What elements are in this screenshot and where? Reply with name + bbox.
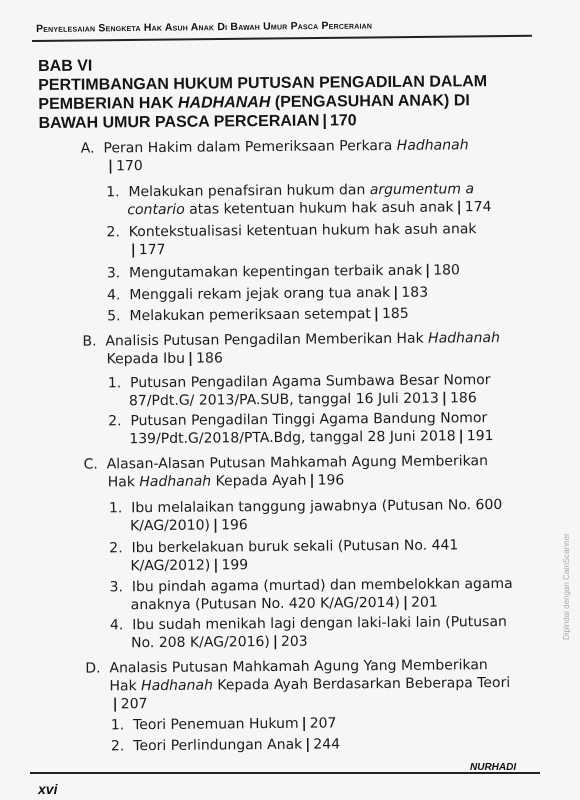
toc-item-a1-cont: contario atas ketentuan hukum hak asuh anak | 174 [127, 199, 492, 219]
section-d-title-cont: Hak Hadhanah Kepada Ayah Berdasarkan Beberapa Teori [109, 674, 511, 695]
toc-item-a4: 4. Menggali rekam jejak orang tua anak | 183 [106, 284, 429, 304]
chapter-title-line1: PERTIMBANGAN HUKUM PUTUSAN PENGADILAN DALAM [38, 73, 488, 95]
section-b-title-cont: Kepada Ibu | 186 [106, 350, 223, 368]
section-c-title: C. Alasan-Alasan Putusan Mahkamah Agung Memberikan [83, 453, 488, 473]
section-d-title: D. Analasis Putusan Mahkamah Agung Yang Memberikan [85, 657, 488, 677]
chapter-heading [38, 53, 539, 133]
toc-item-c1-cont: K/AG/2010) | 196 [130, 517, 248, 535]
toc-item-b2: 2. Putusan Pengadilan Tinggi Agama Bandung Nomor [108, 410, 488, 430]
chapter-title-line3: BAWAH UMUR PASCA PERCERAIAN | 170 [38, 112, 357, 133]
scanner-watermark: Dipindai dengan CamScanner [562, 533, 571, 640]
running-header: Penyelesaian Sengketa Hak Asuh Anak Di Bawah Umur Pasca Perceraian [36, 19, 373, 35]
chapter-title-line2: PEMBERIAN HAK HADHANAH (PENGASUHAN ANAK) DI [38, 92, 470, 114]
section-d-page: | 207 [112, 696, 148, 713]
toc-item-a2-page: | 177 [130, 241, 166, 259]
section-b-title: B. Analisis Putusan Pengadilan Memberikan Hak Hadhanah [82, 329, 500, 350]
toc-item-c3-cont: anaknya (Putusan No. 420 K/AG/2014) | 201 [130, 594, 438, 614]
toc-item-c4: 4. Ibu sudah menikah lagi dengan laki-laki lain (Putusan [109, 613, 507, 634]
section-c-title-cont: Hak Hadhanah Kepada Ayah | 196 [107, 472, 345, 491]
toc-item-b2-cont: 139/Pdt.G/2018/PTA.Bdg, tanggal 28 Juni 2018 | 191 [129, 428, 494, 448]
toc-item-d2: 2. Teori Perlindungan Anak | 244 [110, 736, 341, 755]
chapter-label: BAB VI [37, 57, 93, 76]
toc-item-c3: 3. Ibu pindah agama (murtad) dan membelokkan agama [109, 575, 513, 596]
toc-item-a3: 3. Mengutamakan kepentingan terbaik anak | 180 [106, 262, 460, 282]
toc-item-d1: 1. Teori Penemuan Hukum | 207 [110, 715, 337, 734]
section-a-title: A. Peran Hakim dalam Pemeriksaan Perkara Hadhanah [80, 137, 469, 157]
toc-item-b1: 1. Putusan Pengadilan Agama Sumbawa Besar Nomor [107, 372, 491, 392]
section-letter: A. [80, 140, 95, 157]
toc-item-c4-cont: No. 208 K/AG/2016) | 203 [131, 633, 308, 652]
toc-item-c2-cont: K/AG/2012) | 199 [130, 557, 249, 575]
chapter-page: 170 [329, 112, 357, 130]
footer-author: NURHADI [470, 762, 517, 773]
toc-item-c2: 2. Ibu berkelakuan buruk sekali (Putusan No. 441 [109, 537, 459, 557]
toc-item-c1: 1. Ibu melalaikan tanggung jawabnya (Putusan No. 600 [108, 496, 503, 517]
toc-item-b1-cont: 87/Pdt.G/ 2013/PA.SUB, tanggal 16 Juli 2013 | 186 [128, 390, 477, 410]
section-a-page: | 170 [107, 158, 143, 175]
toc-item-a5: 5. Melakukan pemeriksaan setempat | 185 [107, 305, 409, 325]
toc-item-a2: 2. Kontekstualisasi ketentuan hukum hak asuh anak [106, 221, 477, 241]
page-number: xvi [38, 781, 58, 797]
footer-rule [30, 772, 540, 774]
toc-item-a1: 1. Melakukan penafsiran hukum dan argumentum a [106, 181, 475, 201]
